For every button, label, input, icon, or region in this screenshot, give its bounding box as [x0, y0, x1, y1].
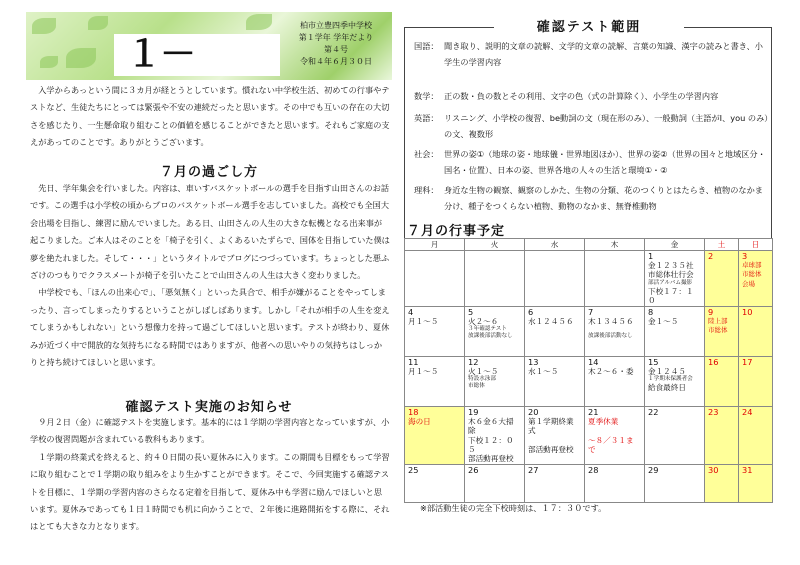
leaf-decoration	[66, 48, 96, 68]
section2-paragraph: １学期の終業式を終えると、約４０日間の長い夏休みに入ります。この期間も目標をもって学習に取り組むことで１学期の取り組みをより生かすことができます。そこで、今回実施する確認テストを目標に、１学期の学習内容のさらなる定着を目指して、夏休み中も学習に励んでほしいと思います。夏休みであっても１日１時間でも机に向かうことで、２年後に進路開拓をする際に、それはとても大きな力となります。	[30, 451, 390, 532]
calendar-week-row	[405, 465, 773, 503]
day-event-note: 放課後部活動なし	[468, 333, 513, 340]
day-number: 7	[588, 307, 594, 318]
section1-paragraph: 先日、学年集会を行いました。内容は、車いすバスケットボールの選手を目指す山田さんのお話です。この選手は小学校の頃からプロのバスケットボール選手を志していました。高校でも全国大会出場を目指し、練習に励んでいました。ある日、山田さんの人生の大きな転機となる出来事が起こりました。ご本人はそのことを「椅子を引く、よくあるいたずらで、国体を目指していた僕は夢を絶たれました。そして・・・」というタイトルでブログにつづっています。ちょっとした悪ふざけのつもりでクラスメートが椅子を引いたことで山田さんの人生は大きく変わりました。	[30, 183, 390, 281]
issue-date: 令和４年６月３０日	[300, 57, 372, 66]
day-event: 木２～６・委	[588, 367, 634, 377]
day-number: 2	[708, 251, 714, 261]
weekday-header-row	[405, 239, 773, 251]
calendar-day-cell	[645, 357, 705, 407]
day-number: 27	[528, 465, 539, 476]
calendar-day-cell	[405, 357, 465, 407]
day-event-note: ３年確認テスト	[468, 326, 507, 333]
subject-label: 数学：	[414, 91, 439, 101]
day-event: 部活動再登校	[528, 444, 574, 454]
calendar-day-cell	[645, 307, 705, 357]
calendar-day-cell	[739, 465, 773, 503]
calendar-day-cell	[585, 465, 645, 503]
calendar-day-cell	[645, 251, 705, 307]
day-number: 8	[648, 307, 654, 318]
day-number: 30	[708, 465, 719, 476]
leaf-decoration	[88, 16, 108, 30]
day-event: 金１２４５	[648, 367, 686, 377]
calendar-week-row	[405, 251, 773, 307]
calendar-day-cell	[739, 307, 773, 357]
day-number: 19	[468, 407, 479, 418]
day-event: 月１～５	[408, 317, 439, 327]
subject-label: 理科：	[414, 185, 439, 195]
day-number: 9	[708, 307, 714, 318]
calendar-day-cell	[705, 251, 739, 307]
subject-content: 世界の姿①（地球の姿・地球儀・世界地図ほか）、世界の姿②（世界の国々と地域区分・国名・位置）、日本の姿、世界各地の人々の生活と環境①・②	[444, 149, 766, 176]
weekday-label: 水	[525, 239, 585, 251]
day-event: 夏季休業	[588, 417, 619, 427]
day-event: 第１学期終業式	[528, 417, 574, 436]
day-event: 火１～５	[468, 367, 499, 377]
day-event: 火２～６	[468, 317, 499, 327]
day-event: 部活動再登校	[468, 454, 514, 464]
calendar-day-cell	[405, 307, 465, 357]
left-column	[26, 12, 392, 552]
day-event: 海の日	[408, 417, 431, 427]
day-event: 市総体	[742, 270, 762, 279]
section1-body	[30, 180, 390, 371]
day-event: 水１２４５６	[528, 317, 574, 327]
day-number: 14	[588, 357, 599, 368]
day-event-note: １学期末保護者会	[648, 376, 693, 383]
day-number: 3	[742, 251, 748, 261]
newsletter-name: 第１学年 学年だより	[298, 33, 374, 42]
day-number: 26	[468, 465, 479, 476]
calendar-title: ７月の行事予定	[407, 224, 506, 239]
leaf-decoration	[246, 14, 272, 30]
day-number: 11	[408, 357, 419, 368]
day-number: 25	[408, 465, 419, 476]
day-number: 18	[408, 407, 419, 418]
day-event: 水１～５	[528, 367, 559, 377]
calendar-day-cell	[405, 407, 465, 465]
calendar-day-cell	[465, 465, 525, 503]
day-event-note: 放課後部活動なし	[588, 333, 633, 340]
calendar-day-cell	[645, 407, 705, 465]
section2-body	[30, 414, 390, 536]
calendar-week-row	[405, 307, 773, 357]
subject-label: 社会：	[414, 149, 439, 159]
weekday-label: 金	[645, 239, 705, 251]
subject-content: リスニング、小学校の復習、be動詞の文（現在形のみ）、一般動詞（主語がI、you のみ）の文、複数形	[444, 113, 769, 140]
day-event-note: 特設水泳部	[468, 376, 496, 383]
calendar-day-cell	[705, 465, 739, 503]
weekday-label: 木	[585, 239, 645, 251]
calendar-day-cell	[525, 307, 585, 357]
intro-text	[30, 82, 390, 152]
day-number: 22	[648, 407, 659, 418]
day-number: 6	[528, 307, 534, 318]
calendar-day-cell	[525, 407, 585, 465]
day-event-note: 部活アルバム撮影	[648, 279, 693, 286]
leaf-decoration	[32, 18, 56, 34]
section1-paragraph: 中学校でも、「ほんの出来心で」、「悪気無く」といった具合で、相手が嫌がることをやってしまったり、言ってしまったりするということがしばしばあります。しかし「それが相手の人生を変えてしまうかもしれない」という想像力を持って過ごしてほしいと思います。テストが終わり、夏休みが近づく中で開放的な気持ちになる時間ではありますが、他者への思いやりの気持ちはしっかりと持ち続けてほしいと思います。	[30, 287, 390, 368]
calendar-day-cell	[405, 465, 465, 503]
day-number: 4	[408, 307, 414, 318]
newsletter-title: １－	[126, 34, 195, 75]
masthead	[284, 20, 388, 68]
day-event: 金１～５	[648, 317, 679, 327]
day-number: 12	[468, 357, 479, 368]
day-number: 29	[648, 465, 659, 476]
calendar-day-cell	[705, 307, 739, 357]
day-event: 陸上部	[708, 317, 728, 326]
day-event: 市総体壮行会	[648, 270, 694, 280]
day-number: 16	[708, 357, 719, 368]
dismissal-note: ※部活動生徒の完全下校時刻は、１７：３０です。	[420, 503, 607, 513]
calendar-day-cell	[405, 251, 465, 307]
day-event: 下校１２：０５	[468, 435, 514, 454]
calendar-day-cell	[705, 357, 739, 407]
calendar-day-cell	[645, 465, 705, 503]
day-event	[588, 426, 641, 435]
calendar-day-cell	[465, 407, 525, 465]
day-number: 5	[468, 307, 474, 318]
day-number: 21	[588, 407, 599, 418]
day-number: 28	[588, 465, 599, 476]
subject-content: 聞き取り、説明的文章の読解、文学的文章の読解、言葉の知識、漢字の読みと書き、小学生の学習内容	[444, 41, 763, 68]
subject-content: 正の数・負の数とその利用、文字の色（式の計算除く）、小学生の学習内容	[444, 91, 719, 101]
day-number: 24	[742, 407, 753, 418]
day-number: 10	[742, 307, 753, 318]
day-number: 17	[742, 357, 753, 368]
weekday-label: 月	[405, 239, 465, 251]
day-event: ～８／３１まで	[588, 435, 634, 454]
day-event: 金１２３５社	[648, 261, 694, 271]
calendar-day-cell	[465, 357, 525, 407]
day-event: 下校１７：１０	[648, 286, 694, 305]
event-calendar	[404, 238, 773, 503]
day-number: 1	[648, 251, 654, 261]
calendar-day-cell	[585, 407, 645, 465]
school-name: 柏市立豊四季中学校	[300, 21, 372, 30]
day-event	[528, 436, 581, 445]
day-number: 31	[742, 465, 753, 476]
subject-content: 身近な生物の観察、観察のしかた、生物の分類、花のつくりとはたらき、植物のなかま分け、種子をつくらない植物、動物のなかま、無脊椎動物	[444, 185, 763, 212]
calendar-day-cell	[585, 357, 645, 407]
calendar-day-cell	[739, 407, 773, 465]
day-event-note: 市総体	[468, 383, 485, 390]
day-event: 卓球部	[742, 261, 762, 270]
calendar-day-cell	[585, 307, 645, 357]
day-event: 給食最終日	[648, 383, 686, 393]
day-number: 13	[528, 357, 539, 368]
leaf-decoration	[40, 56, 58, 68]
calendar-day-cell	[525, 357, 585, 407]
day-number: 20	[528, 407, 539, 418]
weekday-label: 土	[705, 239, 739, 251]
day-number: 23	[708, 407, 719, 418]
weekday-label: 日	[739, 239, 773, 251]
calendar-day-cell	[739, 357, 773, 407]
calendar-day-cell	[585, 251, 645, 307]
subject-label: 英語：	[414, 113, 439, 123]
calendar-week-row	[405, 357, 773, 407]
header-banner	[26, 12, 392, 80]
day-event: 市総体	[708, 326, 728, 335]
issue-number: 第４号	[324, 45, 348, 54]
section-heading-july: ７月の過ごし方	[159, 165, 258, 180]
calendar-day-cell	[739, 251, 773, 307]
calendar-day-cell	[525, 465, 585, 503]
day-event: 会場	[742, 279, 755, 288]
calendar-day-cell	[465, 307, 525, 357]
calendar-day-cell	[525, 251, 585, 307]
test-range-title: 確認テスト範囲	[494, 19, 684, 37]
subject-label: 国語：	[414, 41, 439, 51]
calendar-day-cell	[705, 407, 739, 465]
section-heading-test: 確認テスト実施のお知らせ	[125, 400, 293, 415]
section2-paragraph: ９月２日（金）に確認テストを実施します。基本的には１学期の学習内容となっていますが、小学校の復習問題が含まれている教科もあります。	[30, 417, 390, 445]
calendar-week-row	[405, 407, 773, 465]
day-number: 15	[648, 357, 659, 368]
day-event: 月１～５	[408, 367, 439, 377]
calendar-day-cell	[465, 251, 525, 307]
day-event: 木１３４５６	[588, 317, 634, 327]
title-card	[114, 34, 280, 76]
intro-paragraph: 入学からあっという間に３カ月が経とうとしています。慣れない中学校生活、初めての行事やテストなど、生徒たちにとっては緊張や不安の連続だったと思います。その中でも互いの存在の大切さを感じたり、一生懸命取り組むことの価値を感じることができたと思います。それもご家庭の支えがあってのことです。ありがとうございます。	[30, 85, 390, 148]
day-event: 木６金６大掃除	[468, 417, 514, 436]
weekday-label: 火	[465, 239, 525, 251]
